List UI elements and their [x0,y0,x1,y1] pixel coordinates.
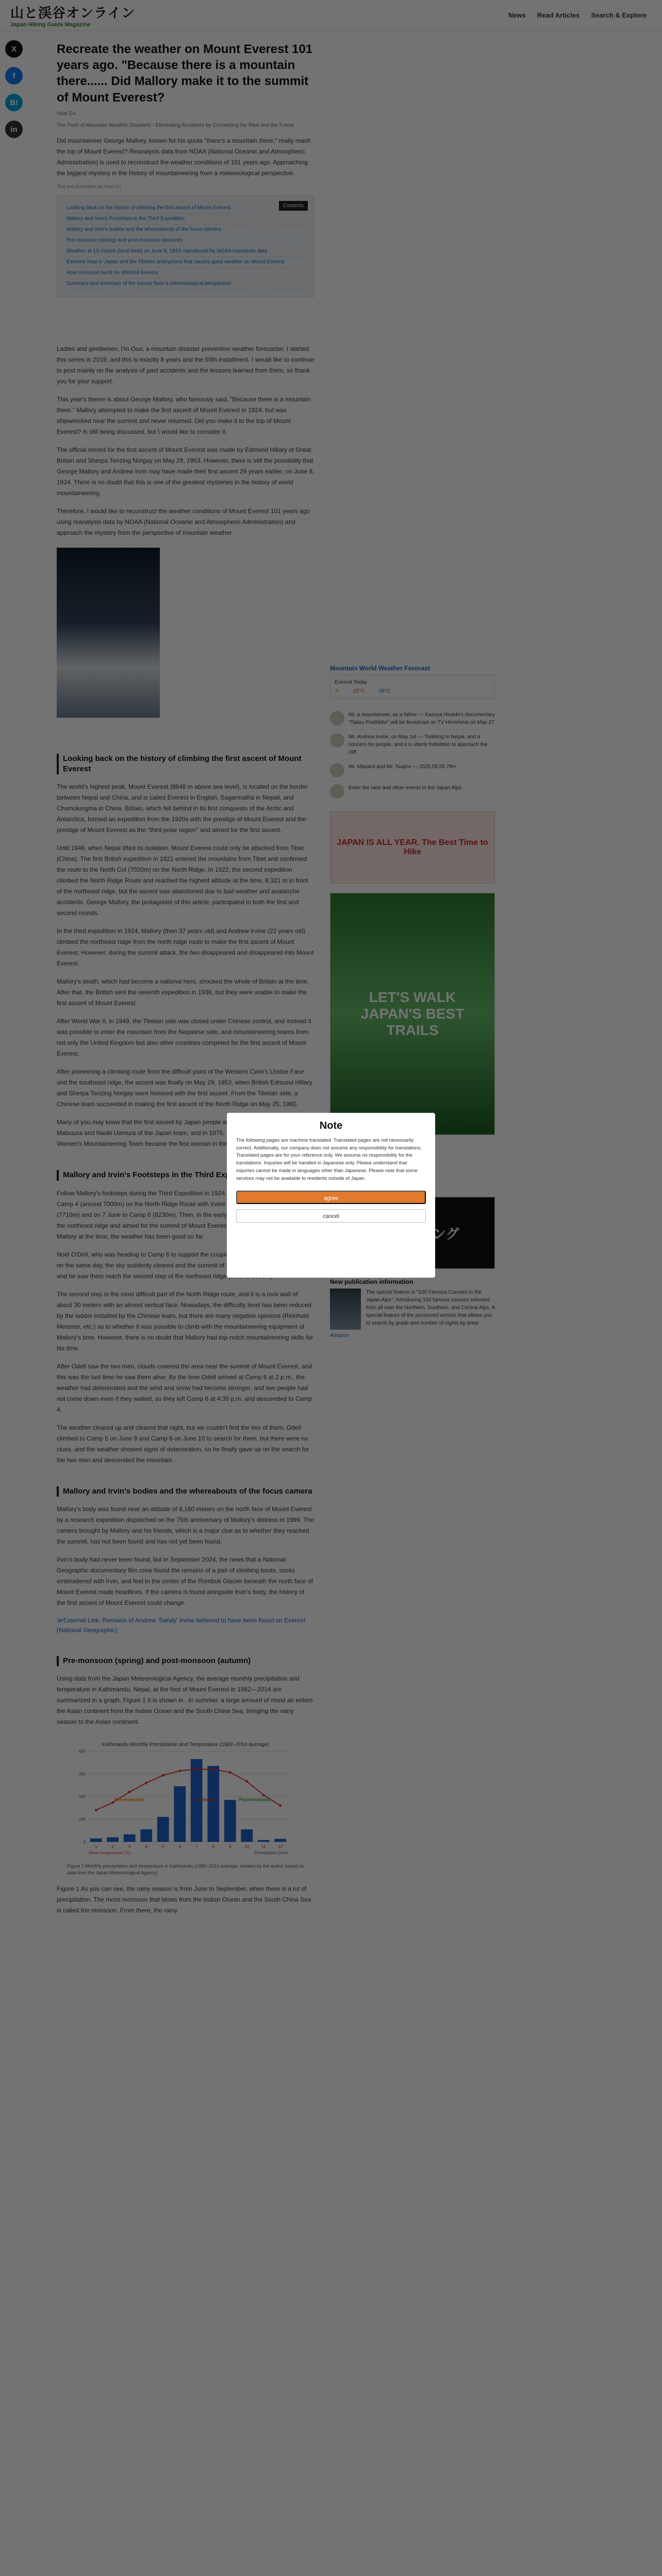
translation-notice-modal [227,1113,435,1278]
cancel-button[interactable]: cancel [236,1209,426,1223]
agree-button[interactable]: agree [236,1191,426,1204]
modal-body: The following pages are machine translated. Translated pages are not necessarily correct. Additionally, our company does not assume any responsibility for translations. Translated pages are for your reference only. We assume no responsibility for the translations. Inquiries will be handled in Japanese only. Please understand that inquiries cannot be made in languages other than Japanese. Please note that some services may not be available to residents outside of Japan. [236,1138,422,1181]
modal-title: Note [319,1120,343,1131]
